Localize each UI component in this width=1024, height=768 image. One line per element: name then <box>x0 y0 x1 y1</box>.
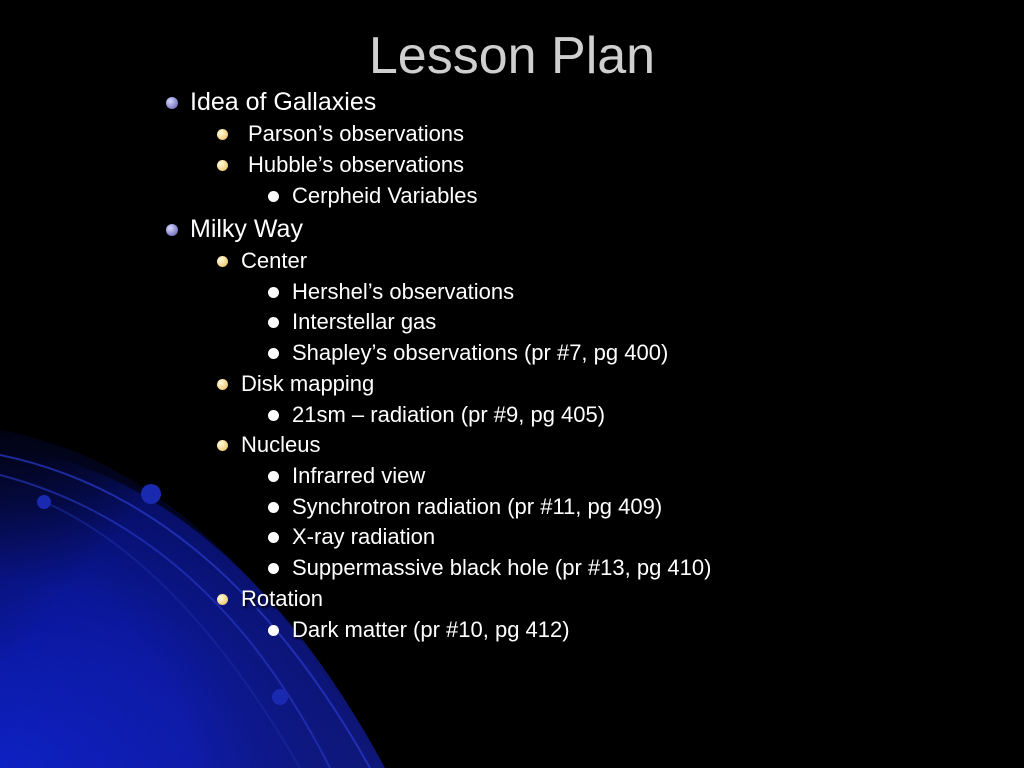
bullet-dot-icon <box>268 502 279 513</box>
slide-title: Lesson Plan <box>368 27 656 85</box>
bullet-text: Dark matter (pr #10, pg 412) <box>292 617 570 642</box>
bullet-text: Parson’s observations <box>248 121 465 146</box>
bullet-dot-icon <box>268 410 279 421</box>
bullet-dot-icon <box>217 440 228 451</box>
bullet-dot-icon <box>217 594 228 605</box>
bullet-dot-icon <box>166 97 178 109</box>
bullet-text: Idea of Gallaxies <box>190 88 377 116</box>
bullet-dot-icon <box>217 379 228 390</box>
bullet-dot-icon <box>268 348 279 359</box>
bullet-text: Milky Way <box>190 215 303 243</box>
bullet-dot-icon <box>268 317 279 328</box>
bullet-text: Interstellar gas <box>292 309 437 334</box>
bullet-dot-icon <box>217 160 228 171</box>
bullet-dot-icon <box>166 224 178 236</box>
bullet-dot-icon <box>268 625 279 636</box>
bullet-dot-icon <box>268 191 279 202</box>
bullet-text: X-ray radiation <box>292 524 436 549</box>
bullet-text: Suppermassive black hole (pr #13, pg 410) <box>292 555 712 580</box>
bullet-text: Rotation <box>241 586 323 611</box>
bullet-text: Cerpheid Variables <box>292 183 478 208</box>
bullet-text: Disk mapping <box>241 371 375 396</box>
bullet-dot-icon <box>268 563 279 574</box>
bullet-text: Infrarred view <box>292 463 426 488</box>
bullet-dot-icon <box>217 256 228 267</box>
bullet-dot-icon <box>268 471 279 482</box>
bullet-dot-icon <box>217 129 228 140</box>
bullet-text: Shapley’s observations (pr #7, pg 400) <box>292 340 669 365</box>
bullet-text: Hubble’s observations <box>248 152 465 177</box>
bullet-text: Center <box>241 248 308 273</box>
bullet-text: Nucleus <box>241 432 321 457</box>
bullet-text: Synchrotron radiation (pr #11, pg 409) <box>292 494 663 519</box>
bullet-dot-icon <box>268 532 279 543</box>
bullet-text: Hershel’s observations <box>292 279 515 304</box>
bullet-dot-icon <box>268 287 279 298</box>
bullet-text: 21sm – radiation (pr #9, pg 405) <box>292 402 606 427</box>
